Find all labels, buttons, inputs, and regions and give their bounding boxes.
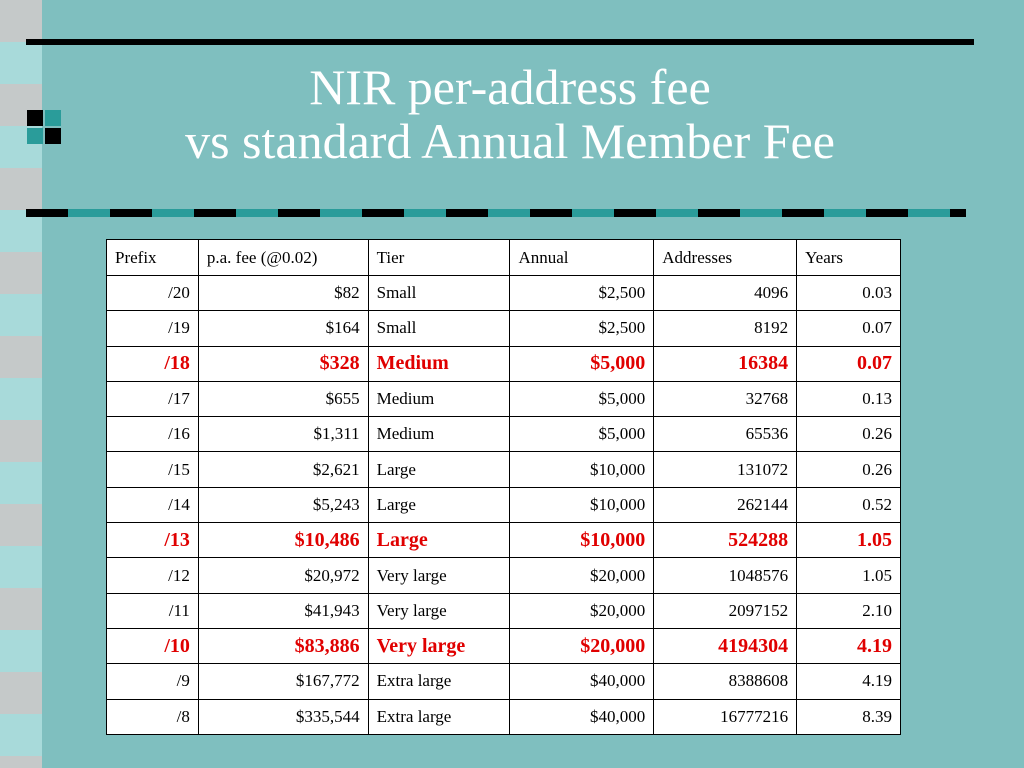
table-row (107, 487, 901, 522)
cell-tier: Extra large (368, 664, 510, 699)
cell-annual: $40,000 (510, 664, 654, 699)
cell-prefix: /17 (107, 381, 199, 416)
cell-annual: $10,000 (510, 523, 654, 558)
cell-fee: $83,886 (198, 628, 368, 663)
cell-addresses: 4194304 (654, 628, 797, 663)
cell-years: 0.13 (797, 381, 901, 416)
cell-addresses: 524288 (654, 523, 797, 558)
table-row (107, 628, 901, 663)
cell-addresses: 16777216 (654, 699, 797, 734)
cell-prefix: /12 (107, 558, 199, 593)
cell-tier: Medium (368, 346, 510, 381)
cell-addresses: 4096 (654, 276, 797, 311)
cell-prefix: /15 (107, 452, 199, 487)
cell-annual: $5,000 (510, 381, 654, 416)
cell-fee: $10,486 (198, 523, 368, 558)
cell-addresses: 32768 (654, 381, 797, 416)
table-row (107, 558, 901, 593)
cell-prefix: /19 (107, 311, 199, 346)
cell-years: 0.03 (797, 276, 901, 311)
table-row (107, 346, 901, 381)
table-row (107, 276, 901, 311)
cell-years: 4.19 (797, 628, 901, 663)
cell-years: 0.07 (797, 346, 901, 381)
cell-annual: $2,500 (510, 276, 654, 311)
slide-title-line-2: vs standard Annual Member Fee (185, 113, 835, 169)
table-row (107, 699, 901, 734)
cell-fee: $2,621 (198, 452, 368, 487)
column-header-years: Years (797, 240, 901, 276)
cell-fee: $335,544 (198, 699, 368, 734)
cell-prefix: /13 (107, 523, 199, 558)
cell-addresses: 262144 (654, 487, 797, 522)
cell-annual: $10,000 (510, 452, 654, 487)
cell-tier: Very large (368, 628, 510, 663)
cell-fee: $5,243 (198, 487, 368, 522)
cell-fee: $82 (198, 276, 368, 311)
column-header-tier: Tier (368, 240, 510, 276)
cell-fee: $20,972 (198, 558, 368, 593)
cell-years: 0.07 (797, 311, 901, 346)
cell-years: 0.26 (797, 452, 901, 487)
cell-tier: Very large (368, 558, 510, 593)
cell-years: 0.52 (797, 487, 901, 522)
cell-years: 0.26 (797, 417, 901, 452)
cell-addresses: 8388608 (654, 664, 797, 699)
cell-tier: Very large (368, 593, 510, 628)
cell-prefix: /20 (107, 276, 199, 311)
cell-tier: Medium (368, 381, 510, 416)
cell-annual: $5,000 (510, 346, 654, 381)
cell-addresses: 131072 (654, 452, 797, 487)
cell-annual: $2,500 (510, 311, 654, 346)
cell-annual: $5,000 (510, 417, 654, 452)
cell-annual: $20,000 (510, 593, 654, 628)
table-row (107, 311, 901, 346)
table-row (107, 452, 901, 487)
cell-years: 4.19 (797, 664, 901, 699)
cell-addresses: 2097152 (654, 593, 797, 628)
cell-tier: Small (368, 311, 510, 346)
cell-addresses: 1048576 (654, 558, 797, 593)
table-row (107, 523, 901, 558)
table-row (107, 593, 901, 628)
cell-years: 8.39 (797, 699, 901, 734)
cell-addresses: 65536 (654, 417, 797, 452)
fee-table (106, 239, 901, 735)
cell-addresses: 8192 (654, 311, 797, 346)
cell-fee: $1,311 (198, 417, 368, 452)
cell-annual: $20,000 (510, 628, 654, 663)
table-header-row (107, 240, 901, 276)
cell-years: 1.05 (797, 558, 901, 593)
slide-title-line-1: NIR per-address fee (309, 59, 711, 115)
column-header-annual: Annual (510, 240, 654, 276)
cell-fee: $167,772 (198, 664, 368, 699)
top-rule (26, 39, 974, 45)
cell-prefix: /8 (107, 699, 199, 734)
cell-annual: $20,000 (510, 558, 654, 593)
cell-tier: Medium (368, 417, 510, 452)
cell-prefix: /16 (107, 417, 199, 452)
cell-tier: Extra large (368, 699, 510, 734)
cell-fee: $41,943 (198, 593, 368, 628)
cell-annual: $10,000 (510, 487, 654, 522)
column-header-addresses: Addresses (654, 240, 797, 276)
cell-fee: $164 (198, 311, 368, 346)
table-row (107, 664, 901, 699)
cell-tier: Large (368, 452, 510, 487)
slide-title (60, 60, 960, 168)
cell-prefix: /9 (107, 664, 199, 699)
cell-annual: $40,000 (510, 699, 654, 734)
column-header-fee: p.a. fee (@0.02) (198, 240, 368, 276)
table-row (107, 381, 901, 416)
cell-prefix: /14 (107, 487, 199, 522)
cell-fee: $328 (198, 346, 368, 381)
cell-addresses: 16384 (654, 346, 797, 381)
cell-tier: Small (368, 276, 510, 311)
column-header-prefix: Prefix (107, 240, 199, 276)
cell-tier: Large (368, 523, 510, 558)
cell-prefix: /11 (107, 593, 199, 628)
cell-prefix: /18 (107, 346, 199, 381)
cell-fee: $655 (198, 381, 368, 416)
cell-prefix: /10 (107, 628, 199, 663)
dashed-rule (26, 209, 966, 217)
cell-years: 2.10 (797, 593, 901, 628)
cell-years: 1.05 (797, 523, 901, 558)
table-row (107, 417, 901, 452)
cell-tier: Large (368, 487, 510, 522)
